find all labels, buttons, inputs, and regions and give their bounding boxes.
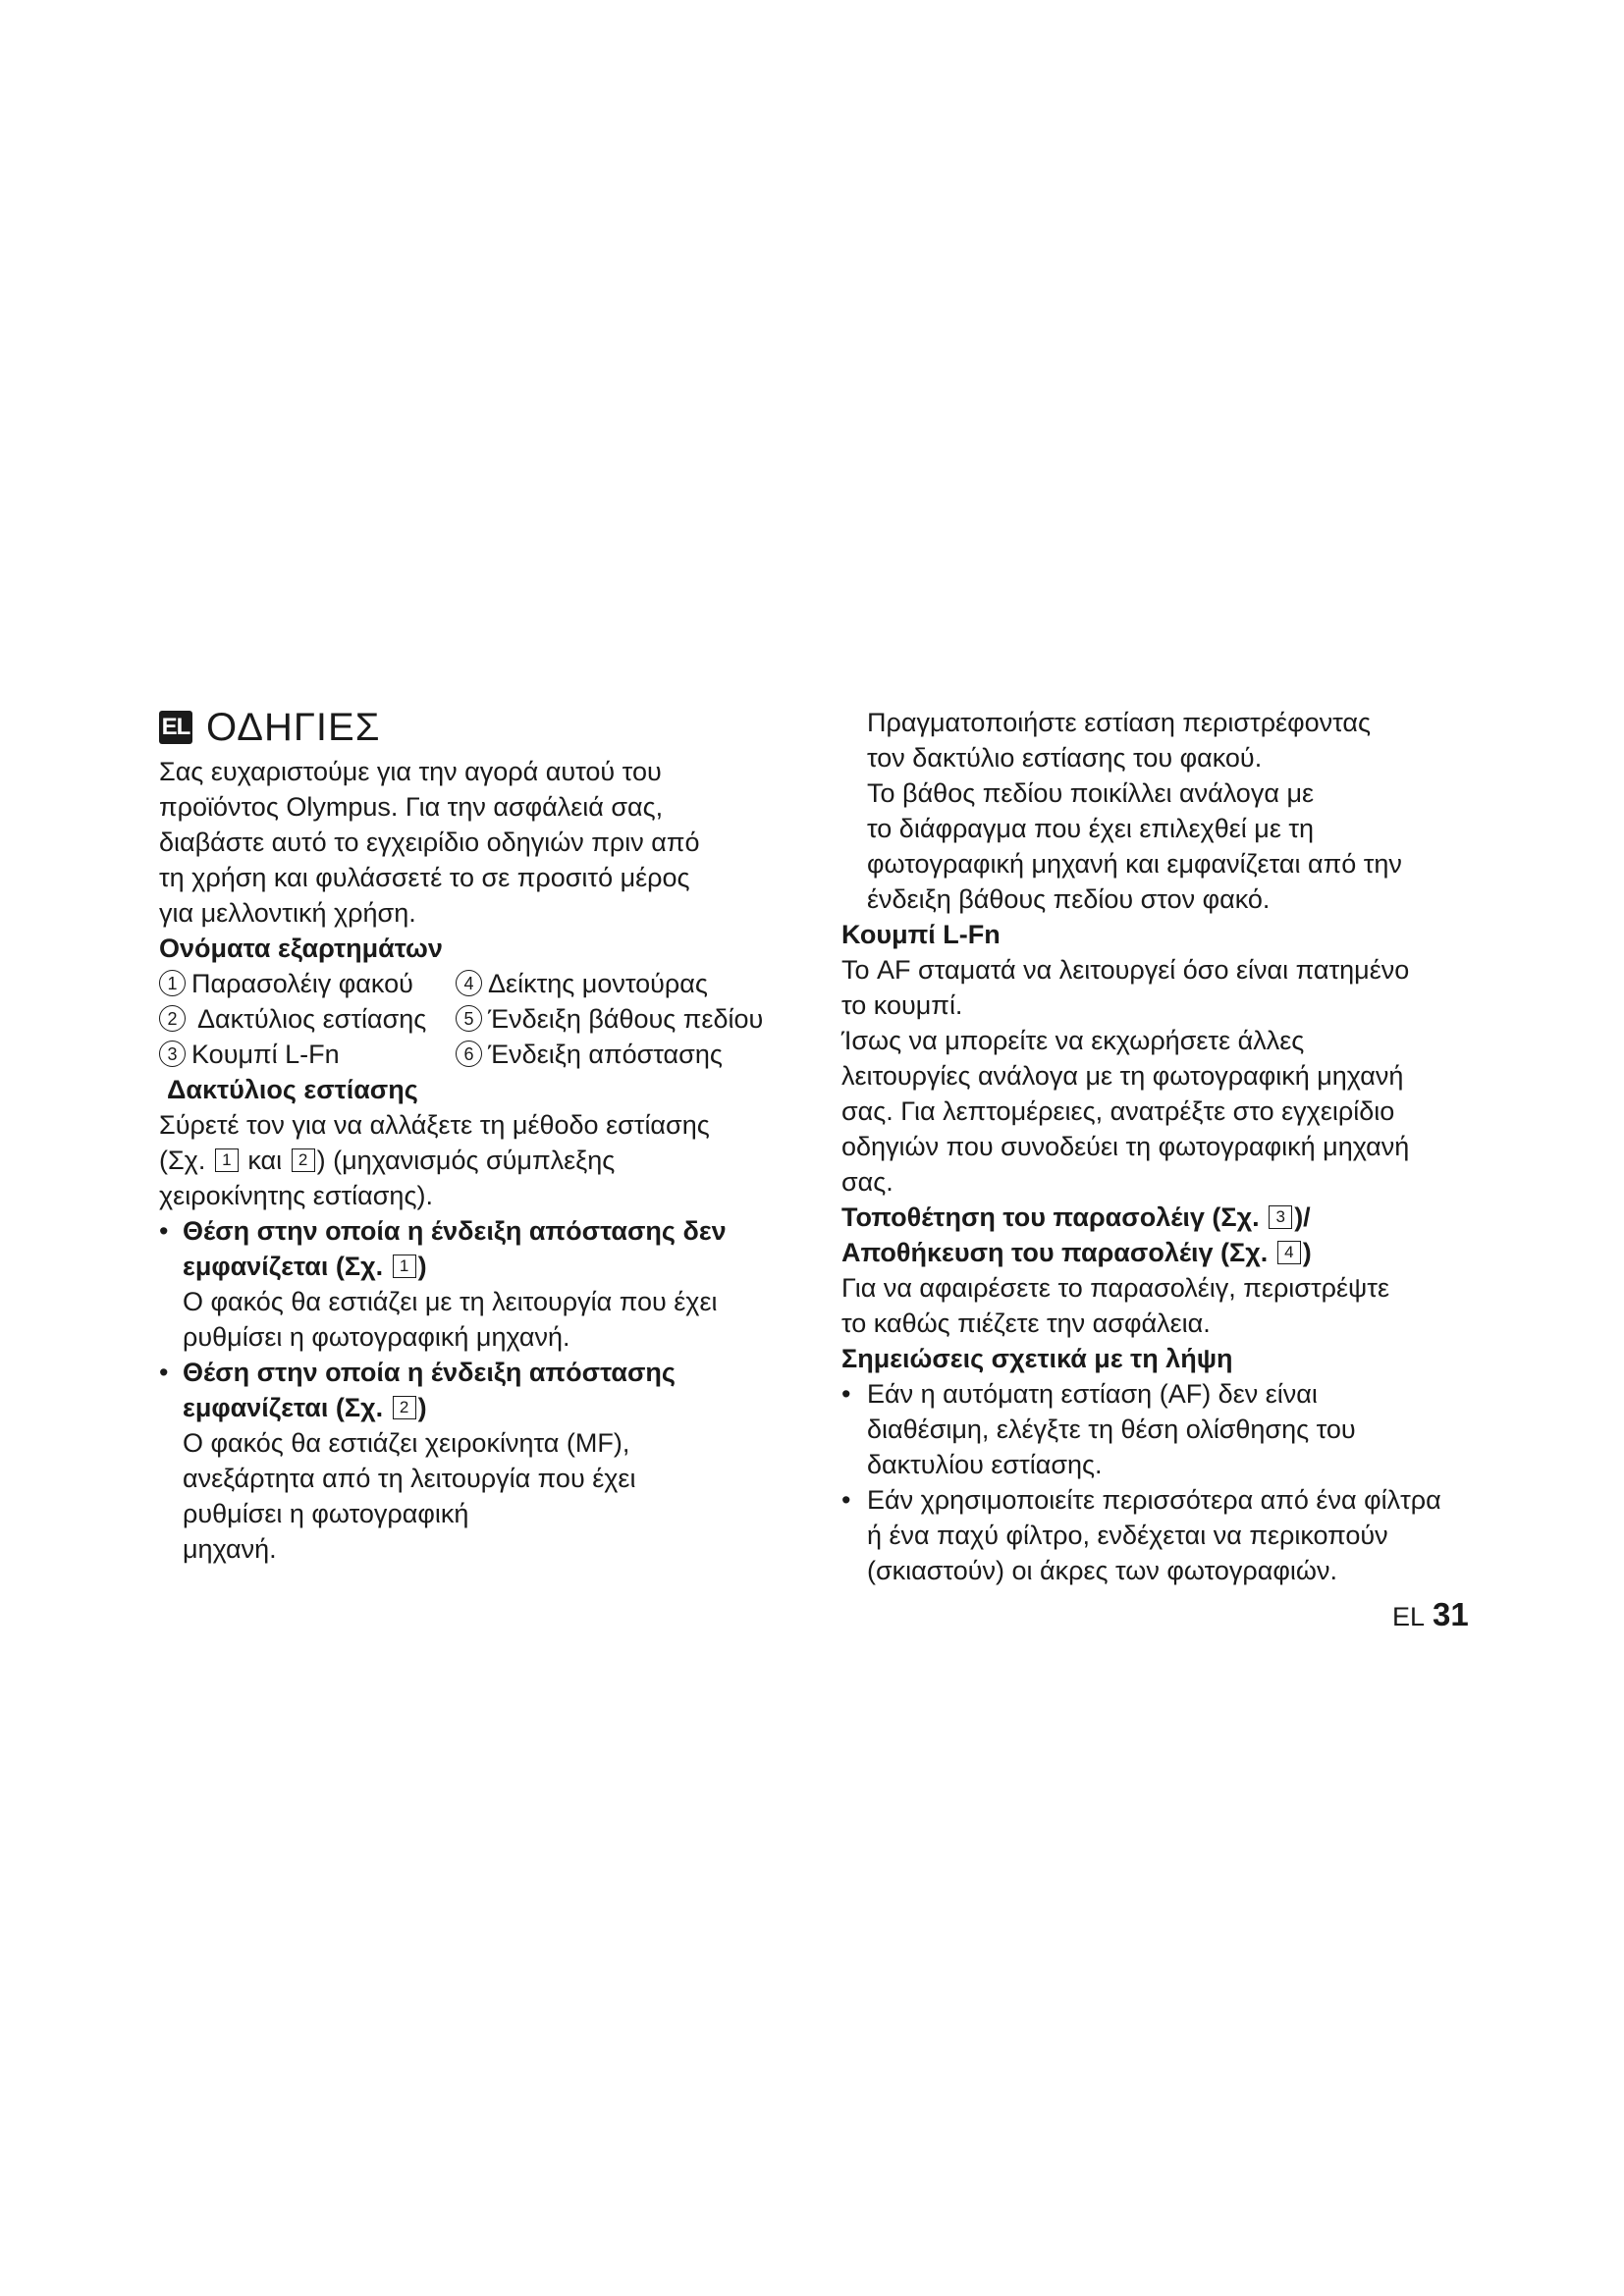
hood-heading <box>841 1200 1489 1235</box>
text-line: ένδειξη βάθους πεδίου στον φακό. <box>867 884 1271 914</box>
text-line: Το βάθος πεδίου ποικίλλει ανάλογα με <box>867 778 1315 808</box>
note-item <box>841 1376 1489 1482</box>
note-item <box>841 1482 1489 1588</box>
intro-line: προϊόντος Olympus. Για την ασφάλειά σας, <box>159 792 664 822</box>
figure-ref: 1 <box>393 1255 416 1278</box>
intro-line: Σας ευχαριστούμε για την αγορά αυτού του <box>159 757 662 786</box>
hood-heading-text: Αποθήκευση του παρασολέιγ (Σχ. <box>841 1238 1275 1267</box>
part-item <box>456 1037 797 1072</box>
text-line: λειτουργίες ανάλογα με τη φωτογραφική μηχανή <box>841 1061 1404 1091</box>
page-footer <box>1392 1596 1469 1633</box>
part-item <box>456 1001 797 1037</box>
ring-paragraph <box>159 1107 797 1213</box>
text-line: Ίσως να μπορείτε να εκχωρήσετε άλλες <box>841 1026 1305 1055</box>
text-line: Πραγματοποιήστε εστίαση περιστρέφοντας <box>867 708 1372 737</box>
figure-ref: 2 <box>292 1148 315 1172</box>
bullet-text: ρυθμίσει η φωτογραφική μηχανή. <box>183 1322 570 1352</box>
intro-paragraph <box>159 754 797 931</box>
part-number: 5 <box>456 1005 482 1032</box>
parts-heading: Ονόματα εξαρτημάτων <box>159 934 443 963</box>
hood-heading-text: ) <box>1302 1238 1312 1267</box>
part-label: Δακτύλιος εστίασης <box>191 1004 427 1034</box>
bullet-dot: • <box>159 1216 169 1246</box>
part-item <box>159 1001 456 1037</box>
bullet-heading: Θέση στην οποία η ένδειξη απόστασης <box>183 1358 676 1387</box>
note-text: Εάν χρησιμοποιείτε περισσότερα από ένα φίλτρα <box>867 1485 1441 1515</box>
hood-heading-text: Τοποθέτηση του παρασολέιγ (Σχ. <box>841 1202 1268 1232</box>
bullet-heading <box>159 1390 797 1425</box>
part-item <box>159 966 456 1001</box>
note-text: (σκιαστούν) οι άκρες των φωτογραφιών. <box>867 1556 1337 1585</box>
ring-line <box>159 1143 797 1178</box>
part-number: 6 <box>456 1041 482 1067</box>
part-number: 2 <box>159 1005 186 1032</box>
part-item <box>456 966 797 1001</box>
parts-list <box>159 966 797 1072</box>
text-line: το καθώς πιέζετε την ασφάλεια. <box>841 1308 1211 1338</box>
text-line: οδηγιών που συνοδεύει τη φωτογραφική μηχανή <box>841 1132 1410 1161</box>
bullet-heading: Θέση στην οποία η ένδειξη απόστασης δεν <box>183 1216 727 1246</box>
ring-line: χειροκίνητης εστίασης). <box>159 1181 433 1210</box>
notes-heading: Σημειώσεις σχετικά με τη λήψη <box>841 1344 1233 1373</box>
figure-ref: 2 <box>393 1396 416 1419</box>
ring-text: ) (μηχανισμός σύμπλεξης <box>316 1146 616 1175</box>
language-badge: EL <box>159 711 192 744</box>
figure-ref: 1 <box>215 1148 239 1172</box>
ring-heading: Δακτύλιος εστίασης <box>167 1075 418 1104</box>
bullet-text: ρυθμίσει η φωτογραφική <box>183 1499 469 1528</box>
note-text: ή ένα παχύ φίλτρο, ενδέχεται να περικοπούν <box>867 1521 1388 1550</box>
text-line: το διάφραγμα που έχει επιλεχθεί με τη <box>867 814 1315 843</box>
note-text: δακτυλίου εστίασης. <box>867 1450 1103 1479</box>
footer-language: EL <box>1392 1602 1426 1631</box>
bullet-heading <box>159 1249 797 1284</box>
title-row <box>159 705 797 750</box>
note-text: Εάν η αυτόματη εστίαση (AF) δεν είναι <box>867 1379 1318 1409</box>
intro-line: διαβάστε αυτό το εγχειρίδιο οδηγιών πριν από <box>159 828 700 857</box>
left-column <box>159 705 797 1567</box>
bullet-text: ανεξάρτητα από τη λειτουργία που έχει <box>183 1464 636 1493</box>
bullet-text: Ο φακός θα εστιάζει χειροκίνητα (MF), <box>183 1428 630 1458</box>
part-number: 3 <box>159 1041 186 1067</box>
bullet-item <box>159 1213 797 1355</box>
bullet-dot: • <box>159 1358 169 1387</box>
intro-line: τη χρήση και φυλάσσετέ το σε προσιτό μέρος <box>159 863 690 892</box>
continued-paragraph <box>841 705 1489 917</box>
page-number: 31 <box>1433 1596 1469 1632</box>
bullet-text: μηχανή. <box>183 1534 277 1564</box>
bullet-heading-text: εμφανίζεται (Σχ. <box>183 1252 391 1281</box>
figure-ref: 4 <box>1277 1241 1301 1264</box>
bullet-heading-text: εμφανίζεται (Σχ. <box>183 1393 391 1422</box>
bullet-dot: • <box>841 1379 851 1409</box>
hood-paragraph <box>841 1270 1489 1341</box>
intro-line: για μελλοντική χρήση. <box>159 898 416 928</box>
note-text: διαθέσιμη, ελέγξτε τη θέση ολίσθησης του <box>867 1415 1356 1444</box>
part-number: 1 <box>159 970 186 996</box>
lfn-paragraph <box>841 952 1489 1200</box>
text-line: σας. Για λεπτομέρειες, ανατρέξτε στο εγχειρίδιο <box>841 1096 1395 1126</box>
text-line: Για να αφαιρέσετε το παρασολέιγ, περιστρέψτε <box>841 1273 1389 1303</box>
bullet-heading-text: ) <box>417 1252 427 1281</box>
part-label: Κουμπί L-Fn <box>191 1040 340 1069</box>
bullet-dot: • <box>841 1485 851 1515</box>
part-label: Παρασολέιγ φακού <box>191 969 413 998</box>
part-label: Ένδειξη απόστασης <box>488 1040 723 1069</box>
hood-heading <box>841 1235 1489 1270</box>
part-label: Δείκτης μοντούρας <box>488 969 708 998</box>
text-line: φωτογραφική μηχανή και εμφανίζεται από την <box>867 849 1402 879</box>
page-title: ΟΔΗΓΙΕΣ <box>206 706 381 749</box>
text-line: Το AF σταματά να λειτουργεί όσο είναι πατημένο <box>841 955 1410 985</box>
ring-line: Σύρετέ τον για να αλλάξετε τη μέθοδο εστίασης <box>159 1110 710 1140</box>
text-line: τον δακτύλιο εστίασης του φακού. <box>867 743 1263 773</box>
hood-heading-text: )/ <box>1294 1202 1311 1232</box>
right-column <box>841 705 1489 1588</box>
bullet-text: Ο φακός θα εστιάζει με τη λειτουργία που έχει <box>183 1287 718 1316</box>
part-item <box>159 1037 456 1072</box>
ring-text: (Σχ. <box>159 1146 213 1175</box>
text-line: σας. <box>841 1167 893 1197</box>
figure-ref: 3 <box>1269 1205 1292 1229</box>
lfn-heading: Κουμπί L-Fn <box>841 920 1001 949</box>
part-number: 4 <box>456 970 482 996</box>
ring-text: και <box>240 1146 290 1175</box>
bullet-heading-text: ) <box>417 1393 427 1422</box>
bullet-item <box>159 1355 797 1567</box>
text-line: το κουμπί. <box>841 990 963 1020</box>
part-label: Ένδειξη βάθους πεδίου <box>488 1004 764 1034</box>
